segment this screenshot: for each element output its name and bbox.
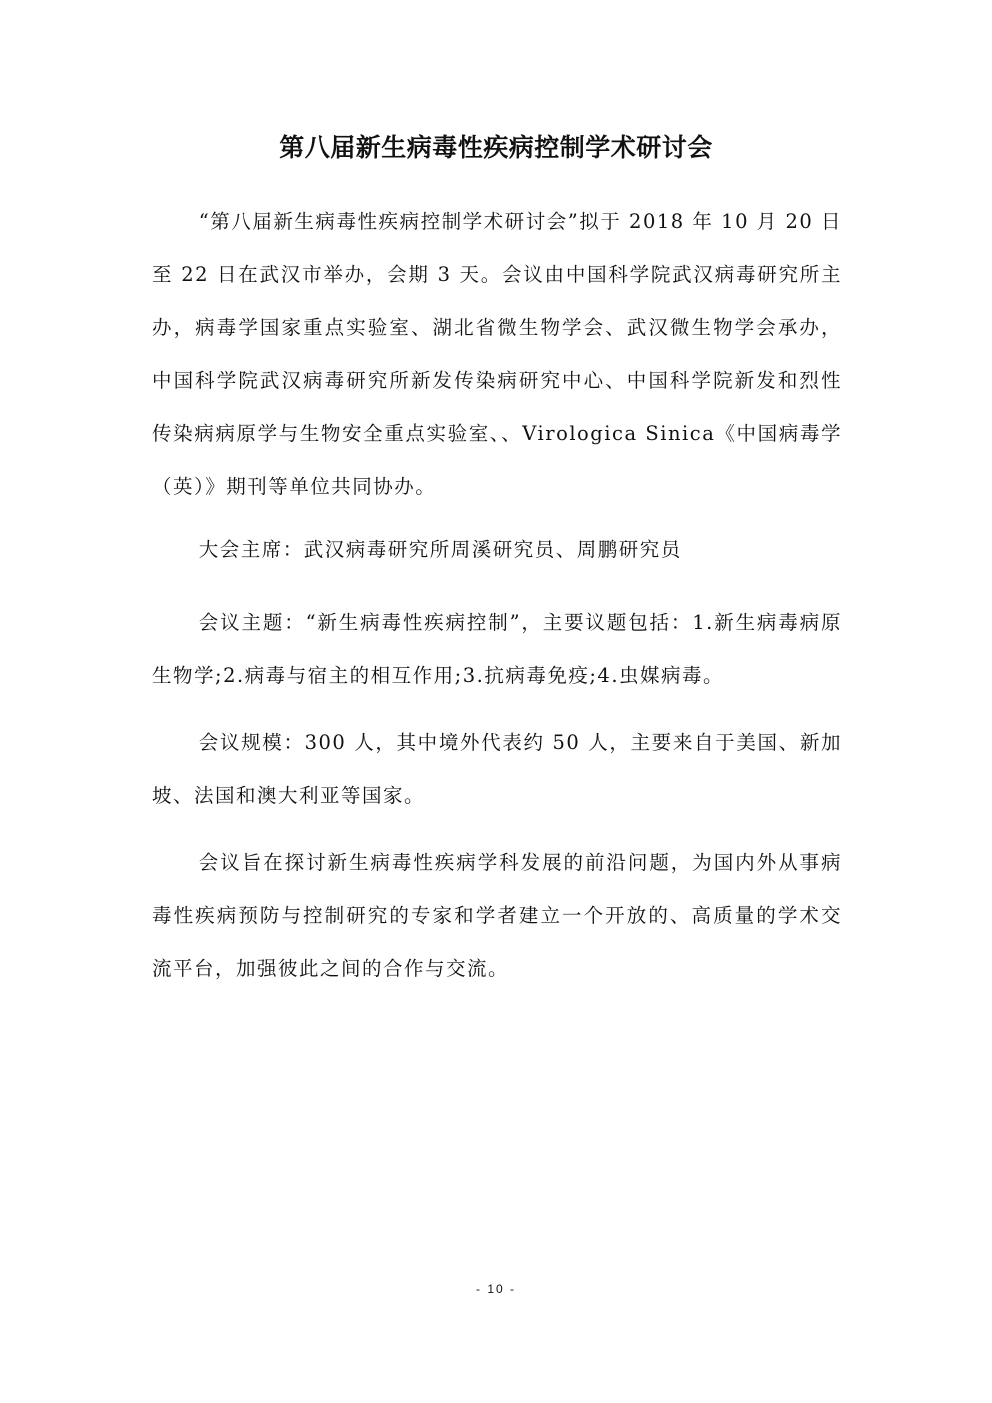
paragraph-scale: 会议规模：300 人，其中境外代表约 50 人，主要来自于美国、新加坡、法国和澳大利亚等国家。 <box>152 731 842 807</box>
paragraph-theme: 会议主题：“新生病毒性疾病控制”，主要议题包括：1.新生病毒病原生物学;2.病毒与宿主的相互作用;3.抗病毒免疫;4.虫媒病毒。 <box>152 611 842 687</box>
paragraph-overview: “第八届新生病毒性疾病控制学术研讨会”拟于 2018 年 10 月 20 日至 22 日在武汉市举办，会期 3 天。会议由中国科学院武汉病毒研究所主办，病毒学国家重点实验室、湖北省微生物学会、武汉微生物学会承办，中国科学院武汉病毒研究所新发传染病研究中心、中国科学院新发和烈性传染病病原学与生物安全重点实验室、、Virologica Sinica《中国病毒学（英）》期刊等单位共同协办。 <box>152 210 842 498</box>
paragraph-chairs: 大会主席：武汉病毒研究所周溪研究员、周鹏研究员 <box>198 538 682 561</box>
paragraph-purpose: 会议旨在探讨新生病毒性疾病学科发展的前沿问题，为国内外从事病毒性疾病预防与控制研究的专家和学者建立一个开放的、高质量的学术交流平台，加强彼此之间的合作与交流。 <box>152 851 842 980</box>
page-number: - 10 - <box>475 1282 516 1296</box>
document-title: 第八届新生病毒性疾病控制学术研讨会 <box>279 133 713 162</box>
